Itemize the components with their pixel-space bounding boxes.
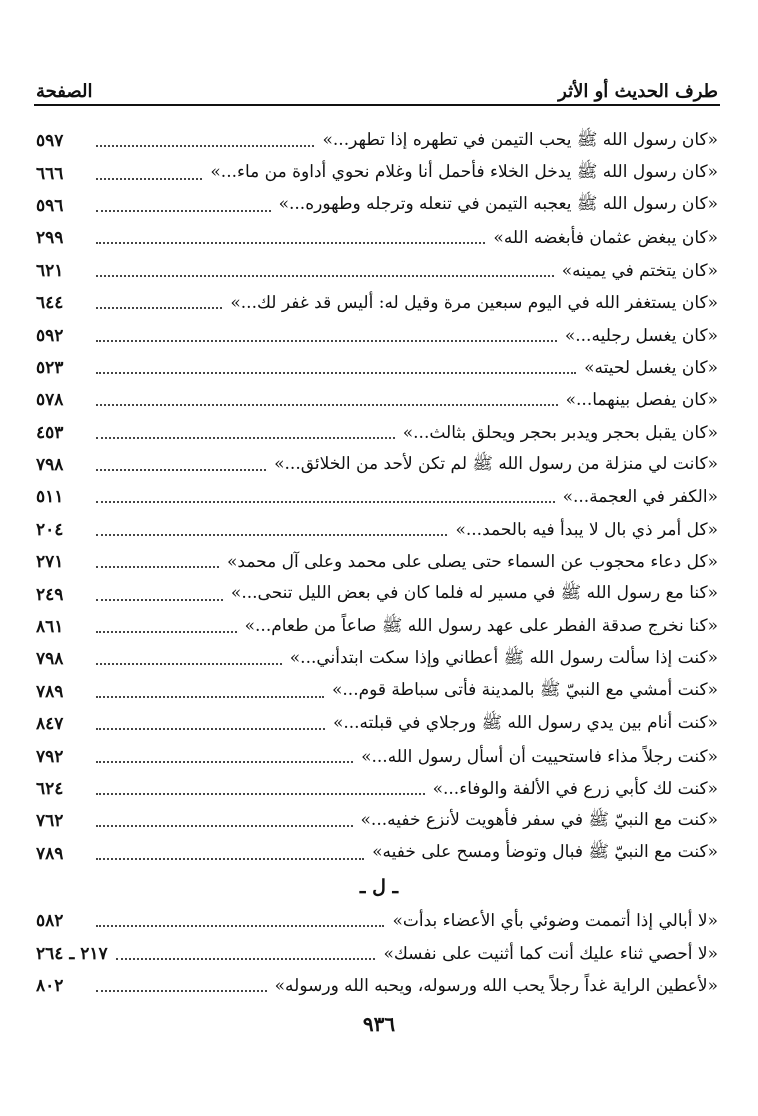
dot-leader	[96, 178, 202, 180]
index-entries	[36, 125, 718, 870]
entry-text: «كنا نخرج صدقة الفطر على عهد رسول الله ﷺ صاعاً من طعام...»	[244, 615, 718, 636]
index-entry	[36, 287, 718, 319]
entry-page: ٢٤٩	[36, 584, 64, 605]
entry-text: «كانت لي منزلة من رسول الله ﷺ لم تكن لأحد من الخلائق...»	[274, 453, 718, 474]
header-hadith-title: طرف الحديث أو الأثر	[558, 81, 718, 102]
index-entry	[36, 222, 718, 254]
entry-text: «لأعطين الراية غداً رجلاً يحب الله ورسوله، ويحبه الله ورسوله»	[274, 975, 718, 996]
dot-leader	[96, 728, 325, 730]
dot-leader	[96, 663, 282, 665]
entry-page: ٥٩٦	[36, 195, 64, 216]
entry-text: «كل دعاء محجوب عن السماء حتى يصلى على محمد وعلى آل محمد»	[227, 552, 718, 573]
index-entry	[36, 643, 718, 675]
dot-leader	[96, 469, 266, 471]
page-header	[36, 72, 718, 102]
index-entry	[36, 352, 718, 384]
entry-page: ٢١٧ ـ ٢٦٤	[36, 943, 108, 964]
page-number: ٩٣٦	[362, 1012, 396, 1036]
index-entry	[36, 838, 718, 870]
entry-text: «كنت أمشي مع النبيّ ﷺ بالمدينة فأتى سباطة قوم...»	[331, 680, 718, 701]
header-page-title: الصفحة	[36, 81, 93, 102]
dot-leader	[96, 307, 222, 309]
header-divider	[34, 104, 720, 106]
entry-page: ٢٠٤	[36, 519, 64, 540]
dot-leader	[96, 599, 223, 601]
entry-page: ٥٨٢	[36, 911, 64, 932]
dot-leader	[96, 145, 314, 147]
entry-page: ٦٤٤	[36, 293, 64, 314]
entry-page: ٤٥٣	[36, 422, 64, 443]
index-entry	[36, 481, 718, 513]
dot-leader	[96, 566, 219, 568]
index-entry	[36, 578, 718, 610]
entry-page: ٦٦٦	[36, 163, 64, 184]
dot-leader	[96, 340, 557, 342]
index-entry	[36, 740, 718, 772]
dot-leader	[96, 761, 353, 763]
dot-leader	[96, 925, 384, 927]
entry-page: ٦٢١	[36, 260, 64, 281]
entry-page: ٢٧١	[36, 552, 64, 573]
index-entry	[36, 546, 718, 578]
index-entry	[36, 708, 718, 740]
entry-text: «كنت إذا سألت رسول الله ﷺ أعطاني وإذا سكت ابتدأني...»	[289, 647, 718, 668]
entry-text: «كان يغسل رجليه...»	[564, 325, 718, 346]
entry-text: «كنا مع رسول الله ﷺ في مسير له فلما كان في بعض الليل تنحى...»	[230, 583, 718, 604]
index-entries-section-lam	[36, 905, 718, 1002]
dot-leader	[96, 631, 237, 633]
index-entry	[36, 676, 718, 708]
index-entry	[36, 319, 718, 351]
entry-page: ٧٩٨	[36, 455, 64, 476]
entry-text: «كنت أنام بين يدي رسول الله ﷺ ورجلاي في قبلته...»	[332, 712, 718, 733]
dot-leader	[96, 242, 485, 244]
index-entry	[36, 255, 718, 287]
entry-page: ٧٩٢	[36, 746, 64, 767]
dot-leader	[96, 825, 353, 827]
index-entry	[36, 157, 718, 189]
entry-text: «كان يستغفر الله في اليوم سبعين مرة وقيل له: أليس قد غفر لك...»	[230, 293, 718, 314]
entry-page: ٢٩٩	[36, 228, 64, 249]
entry-text: «كان يبغض عثمان فأبغضه الله»	[493, 228, 718, 249]
entry-text: «كان رسول الله ﷺ يدخل الخلاء فأحمل أنا وغلام نحوي أداوة من ماء...»	[210, 162, 718, 183]
entry-page: ٥١١	[36, 487, 64, 508]
index-entry	[36, 937, 718, 969]
entry-page: ٥٧٨	[36, 390, 64, 411]
dot-leader	[96, 372, 576, 374]
dot-leader	[96, 793, 425, 795]
entry-page: ٥٩٢	[36, 325, 64, 346]
index-entry	[36, 449, 718, 481]
index-entry	[36, 773, 718, 805]
index-entry	[36, 417, 718, 449]
entry-page: ٧٩٨	[36, 649, 64, 670]
entry-text: «كنت رجلاً مذاء فاستحييت أن أسأل رسول الله...»	[361, 746, 718, 767]
dot-leader	[96, 404, 558, 406]
index-entry	[36, 805, 718, 837]
entry-text: «كان يتختم في يمينه»	[561, 260, 718, 281]
entry-text: «كان يقبل بحجر ويدبر بحجر ويحلق بثالث...»	[402, 422, 718, 443]
entry-text: «لا أبالي إذا أتممت وضوئي بأي الأعضاء بدأت»	[392, 911, 718, 932]
entry-page: ٦٢٤	[36, 779, 64, 799]
entry-text: «كل أمر ذي بال لا يبدأ فيه بالحمد...»	[455, 519, 718, 540]
entry-page: ٥٩٧	[36, 131, 64, 152]
index-entry	[36, 190, 718, 222]
entry-text: «كنت مع النبيّ ﷺ فبال وتوضأ ومسح على خفيه»	[372, 842, 718, 863]
index-entry	[36, 905, 718, 937]
dot-leader	[96, 437, 395, 439]
entry-text: «كنت لك كأبي زرع في الألفة والوفاء...»	[432, 779, 718, 799]
index-entry	[36, 611, 718, 643]
entry-text: «كنت مع النبيّ ﷺ في سفر فأهويت لأنزع خفيه...»	[360, 809, 718, 830]
entry-page: ٧٨٩	[36, 843, 64, 864]
index-entry	[36, 514, 718, 546]
dot-leader	[96, 275, 554, 277]
dot-leader	[96, 501, 555, 503]
entry-text: «كان رسول الله ﷺ يعجبه التيمن في تنعله وترجله وطهوره...»	[278, 194, 718, 215]
entry-page: ٨٠٢	[36, 975, 64, 996]
entry-text: «كان يفصل بينهما...»	[565, 390, 718, 411]
dot-leader	[96, 858, 364, 860]
entry-text: «كان رسول الله ﷺ يحب التيمن في تطهره إذا تطهر...»	[322, 129, 718, 150]
dot-leader	[96, 534, 447, 536]
entry-page: ٧٨٩	[36, 681, 64, 702]
entry-page: ٥٢٣	[36, 357, 64, 378]
dot-leader	[96, 696, 324, 698]
entry-page: ٧٦٢	[36, 811, 64, 832]
dot-leader	[96, 990, 267, 992]
dot-leader	[96, 210, 271, 212]
entry-text: «الكفر في العجمة...»	[562, 487, 718, 508]
entry-page: ٨٤٧	[36, 714, 64, 735]
index-entry	[36, 970, 718, 1002]
index-entry	[36, 384, 718, 416]
dot-leader	[116, 958, 376, 960]
index-entry	[36, 125, 718, 157]
entry-page: ٨٦١	[36, 617, 64, 638]
entry-text: «كان يغسل لحيته»	[584, 357, 718, 378]
entry-text: «لا أحصي ثناء عليك أنت كما أثنيت على نفسك»	[383, 943, 718, 964]
section-letter-heading: ـ ل ـ	[359, 876, 399, 898]
